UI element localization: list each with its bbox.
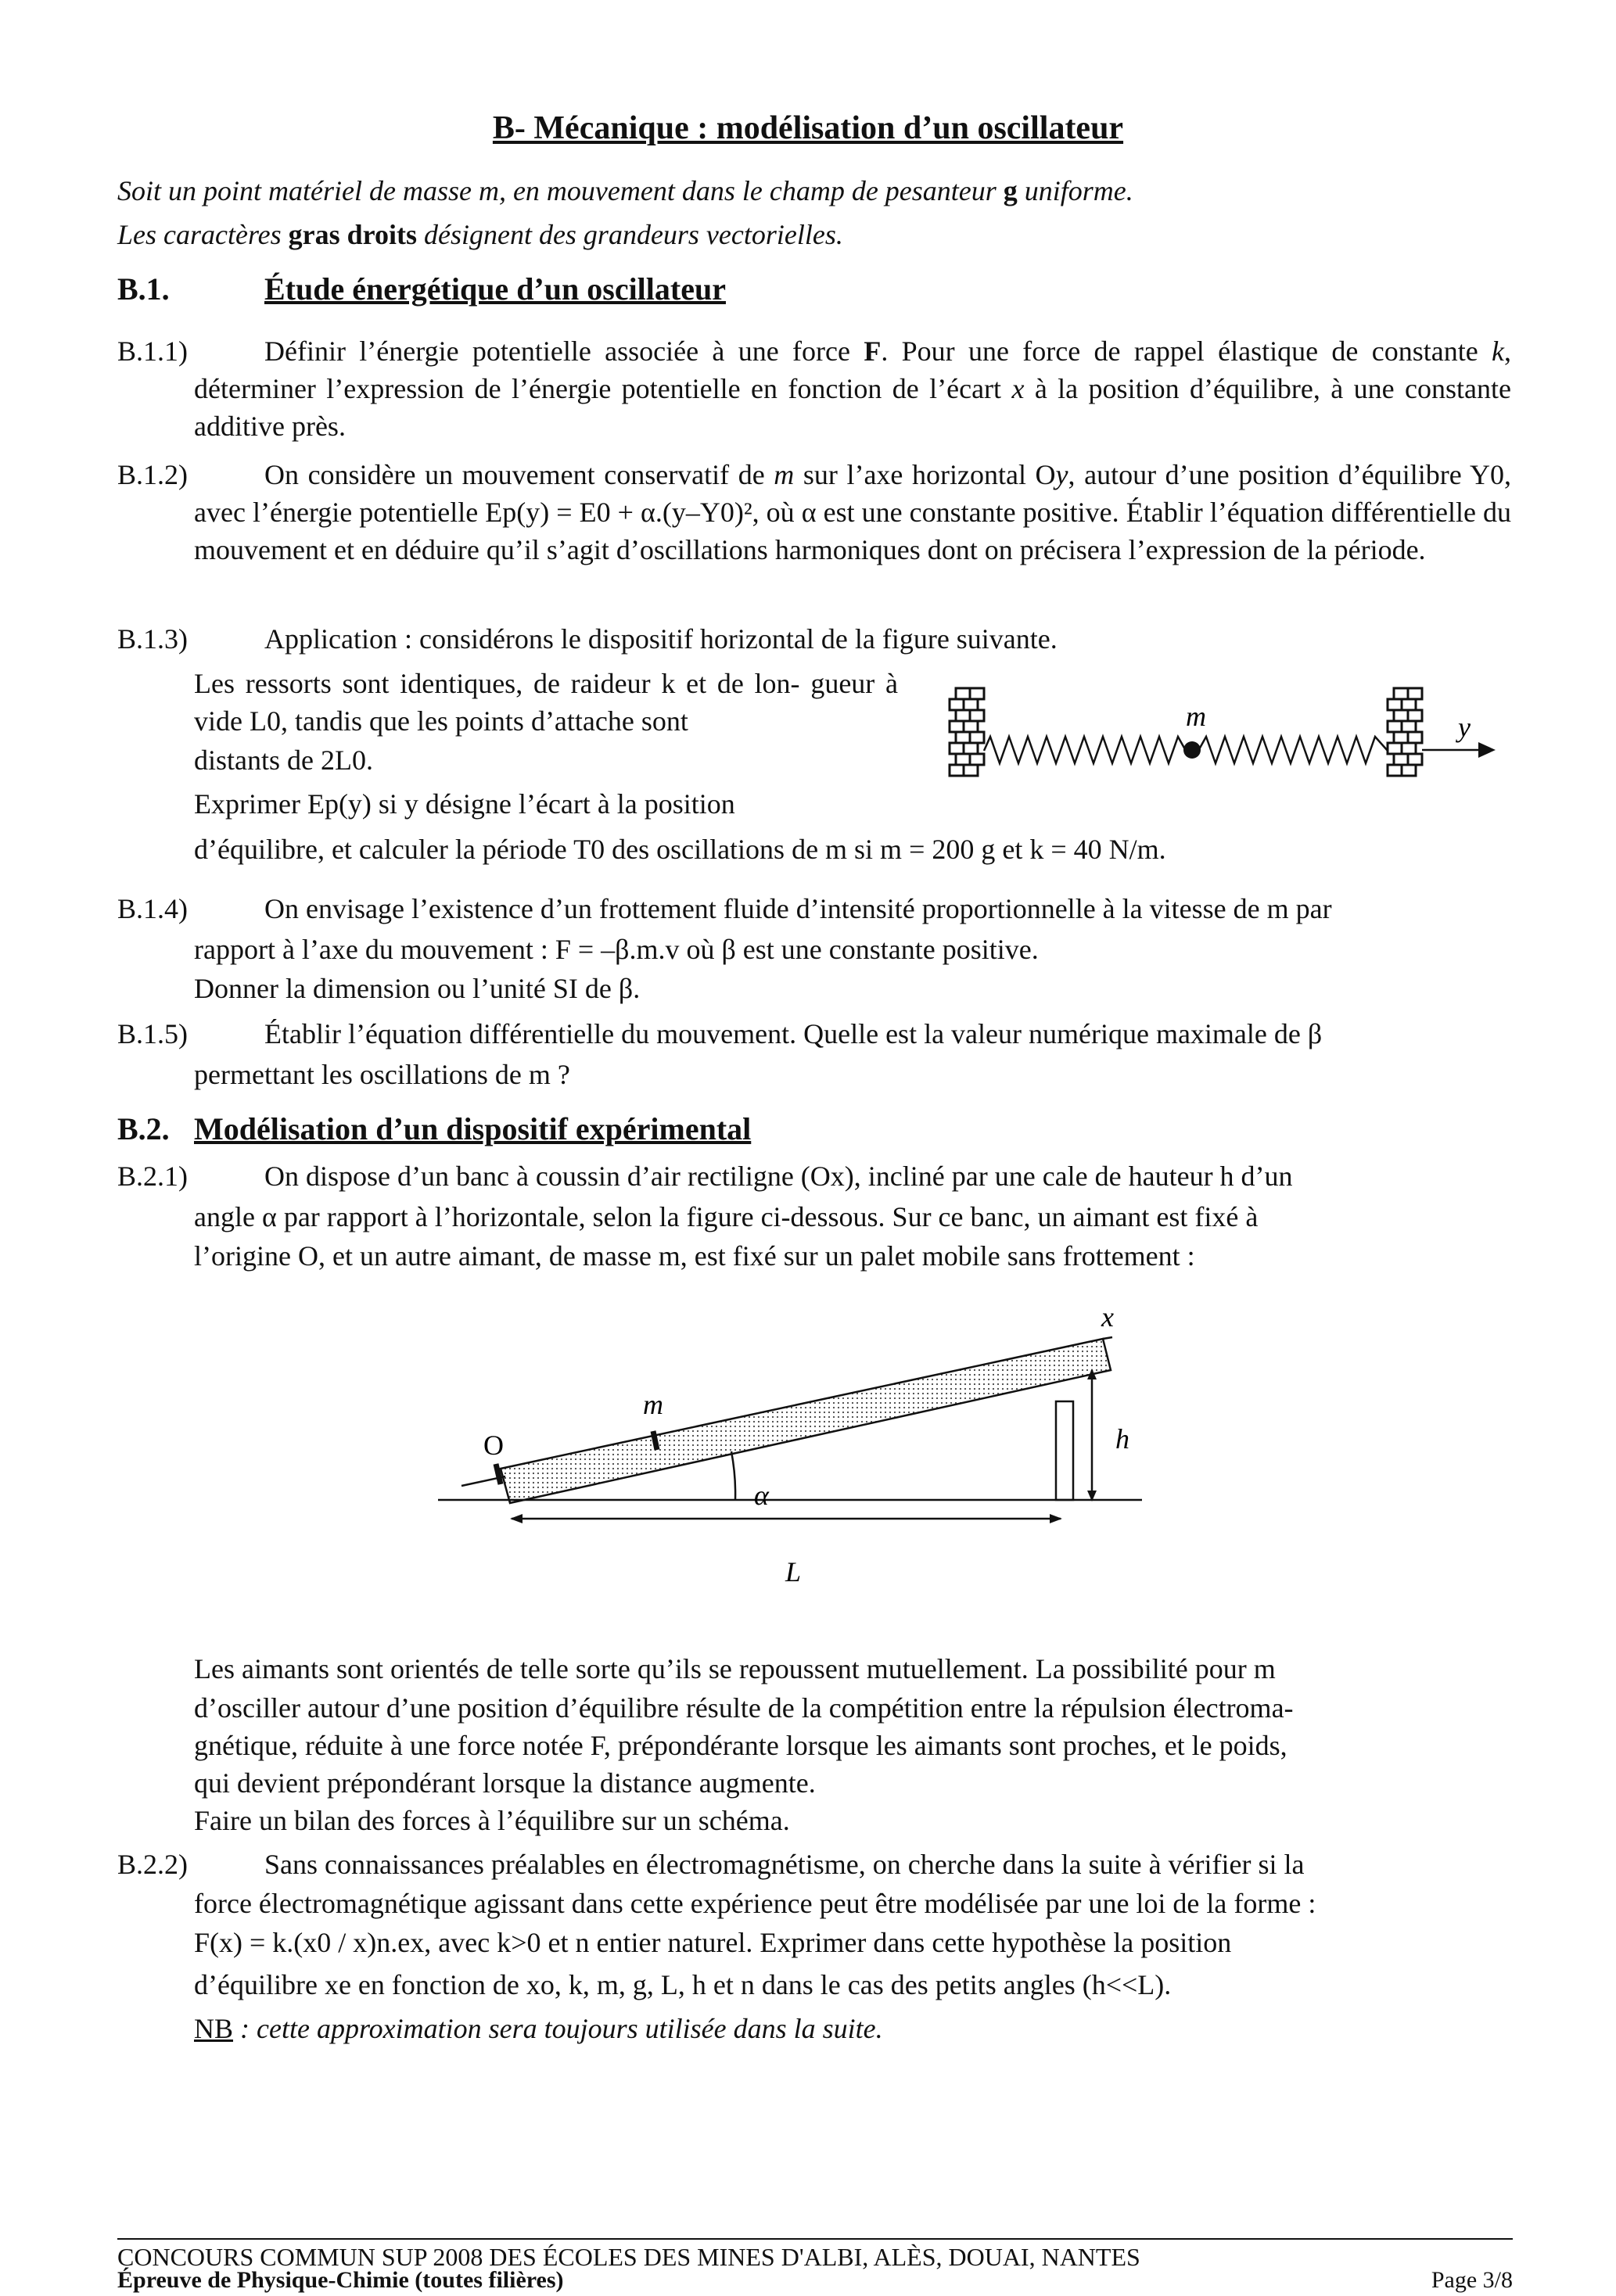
fig-label-h: h bbox=[1115, 1423, 1129, 1455]
section-b2-heading: Modélisation d’un dispositif expérimental bbox=[194, 1111, 752, 1146]
right-wall-icon bbox=[1388, 688, 1422, 776]
question-b1-3-lead: Application : considérons le dispositif horizontal de la figure suivante. bbox=[264, 623, 1058, 655]
length-arrow-left-icon bbox=[510, 1514, 523, 1523]
page-title: B- Mécanique : modélisation d’un oscillateur bbox=[492, 110, 1124, 146]
right-spring bbox=[1198, 737, 1388, 763]
section-b2-number: B.2. bbox=[117, 1111, 170, 1146]
magnet-origin bbox=[496, 1464, 501, 1484]
question-b2-2-nb: NB : cette approximation sera toujours utilisée dans la suite. bbox=[194, 2013, 883, 2044]
fig-label-x: x bbox=[1101, 1301, 1114, 1333]
magnet-mobile bbox=[653, 1431, 657, 1450]
question-number: B.1.5) bbox=[117, 1018, 188, 1049]
question-b2-1-after2: d’osciller autour d’une position d’équilibre résulte de la compétition entre la répulsion électroma- bbox=[194, 1692, 1294, 1724]
footer-divider bbox=[117, 2238, 1513, 2240]
question-b1-4-line2: rapport à l’axe du mouvement : F = –β.m.v où β est une constante positive. bbox=[194, 934, 1039, 965]
question-number: B.1.1) bbox=[117, 335, 188, 367]
intro-line-1: Soit un point matériel de masse m, en mouvement dans le champ de pesanteur g uniforme. bbox=[117, 175, 1133, 206]
question-number: B.2.1) bbox=[117, 1161, 188, 1192]
footer-line-2: Épreuve de Physique-Chimie (toutes filières) bbox=[117, 2267, 564, 2293]
question-b1-3-line3: distants de 2L0. bbox=[194, 744, 373, 776]
left-wall-icon bbox=[950, 688, 984, 776]
air-track-bench bbox=[501, 1339, 1111, 1503]
question-b2-1-after1: Les aimants sont orientés de telle sorte qu’ils se repoussent mutuellement. La possibilité pour m bbox=[194, 1653, 1276, 1684]
fig-label-m: m bbox=[643, 1389, 663, 1420]
question-b2-1-line2: angle α par rapport à l’horizontale, selon la figure ci-dessous. Sur ce banc, un aimant est fixé à bbox=[194, 1201, 1259, 1232]
intro-line-2: Les caractères gras droits désignent des grandeurs vectorielles. bbox=[117, 219, 843, 250]
question-number: B.1.4) bbox=[117, 893, 188, 924]
question-b1-3-line5: d’équilibre, et calculer la période T0 des oscillations de m si m = 200 g et k = 40 N/m. bbox=[194, 834, 1166, 865]
question-b1-5-line2: permettant les oscillations de m ? bbox=[194, 1059, 570, 1090]
section-b1-heading: Étude énergétique d’un oscillateur bbox=[264, 271, 726, 307]
question-b2-2-line3: F(x) = k.(x0 / x)n.ex, avec k>0 et n entier naturel. Exprimer dans cette hypothèse la position bbox=[194, 1927, 1232, 1958]
question-number: B.2.2) bbox=[117, 1849, 188, 1880]
fig-axis-label: y bbox=[1458, 712, 1471, 743]
mass-point bbox=[1183, 741, 1201, 759]
fig-mass-label: m bbox=[1186, 701, 1206, 732]
spring-oscillator-figure bbox=[939, 680, 1510, 798]
question-b2-2-lead: Sans connaissances préalables en électromagnétisme, on cherche dans la suite à vérifier si la bbox=[264, 1849, 1305, 1880]
question-b2-1-lead: On dispose d’un banc à coussin d’air rectiligne (Ox), incliné par une cale de hauteur h d’un bbox=[264, 1161, 1293, 1192]
support-block bbox=[1056, 1401, 1073, 1500]
question-b1-3-text: Les ressorts sont identiques, de raideur k et de lon- gueur à vide L0, tandis que les points d’attache sont bbox=[194, 668, 899, 737]
question-b1-4-line3: Donner la dimension ou l’unité SI de β. bbox=[194, 973, 641, 1004]
question-number: B.1.2) bbox=[117, 459, 188, 490]
question-b2-2-line4: d’équilibre xe en fonction de xo, k, m, g, L, h et n dans le cas des petits angles (h<<L). bbox=[194, 1969, 1172, 2000]
question-b2-1-line3: l’origine O, et un autre aimant, de masse m, est fixé sur un palet mobile sans frottement : bbox=[194, 1240, 1195, 1272]
question-b1-5-lead: Établir l’équation différentielle du mouvement. Quelle est la valeur numérique maximale de β bbox=[264, 1018, 1323, 1049]
question-b1-1: Définir l’énergie potentielle associée à une force F. Pour une force de rappel élastique de constante k, déterminer l’expression de l’énergie potentielle en fonction de l’écart x à la position d’équilibre, à une constante additive près. bbox=[194, 335, 1512, 442]
question-b2-1-after3: gnétique, réduite à une force notée F, prépondérante lorsque les aimants sont proches, et le poids, bbox=[194, 1730, 1287, 1761]
question-b1-3-line4: Exprimer Ep(y) si y désigne l’écart à la position bbox=[194, 788, 735, 820]
left-spring bbox=[984, 737, 1186, 763]
y-axis-arrow-icon bbox=[1478, 742, 1496, 758]
fig-label-L: L bbox=[785, 1556, 802, 1587]
question-b2-1-after4: qui devient prépondérant lorsque la distance augmente. bbox=[194, 1767, 816, 1799]
question-b2-1-after5: Faire un bilan des forces à l’équilibre sur un schéma. bbox=[194, 1805, 790, 1836]
angle-arc bbox=[731, 1451, 735, 1500]
x-axis bbox=[1103, 1337, 1112, 1339]
question-b2-2-line2: force électromagnétique agissant dans cette expérience peut être modélisée par une loi de la forme : bbox=[194, 1888, 1316, 1919]
question-b1-2: On considère un mouvement conservatif de m sur l’axe horizontal Oy, autour d’une position d’équilibre Y0, avec l’énergie potentielle Ep(y) = E0 + α.(y–Y0)², où α est une constante positive. Établir l’équation différentielle du mouvement et en déduire qu’il s’agit d’oscillations harmoniques dont on précisera l’expression de la période. bbox=[194, 459, 1511, 565]
inclined-bench-figure bbox=[438, 1298, 1189, 1595]
footer-line-1: CONCOURS COMMUN SUP 2008 DES ÉCOLES DES MINES D'ALBI, ALÈS, DOUAI, NANTES bbox=[117, 2243, 1140, 2271]
length-arrow-right-icon bbox=[1050, 1514, 1062, 1523]
fig-label-O: O bbox=[483, 1430, 504, 1461]
footer-page-number: Page 3/8 bbox=[1431, 2267, 1513, 2293]
section-b1-number: B.1. bbox=[117, 271, 170, 307]
question-b1-4-lead: On envisage l’existence d’un frottement fluide d’intensité proportionnelle à la vitesse de m par bbox=[264, 893, 1332, 924]
question-number: B.1.3) bbox=[117, 623, 188, 655]
fig-label-alpha: α bbox=[754, 1480, 769, 1511]
